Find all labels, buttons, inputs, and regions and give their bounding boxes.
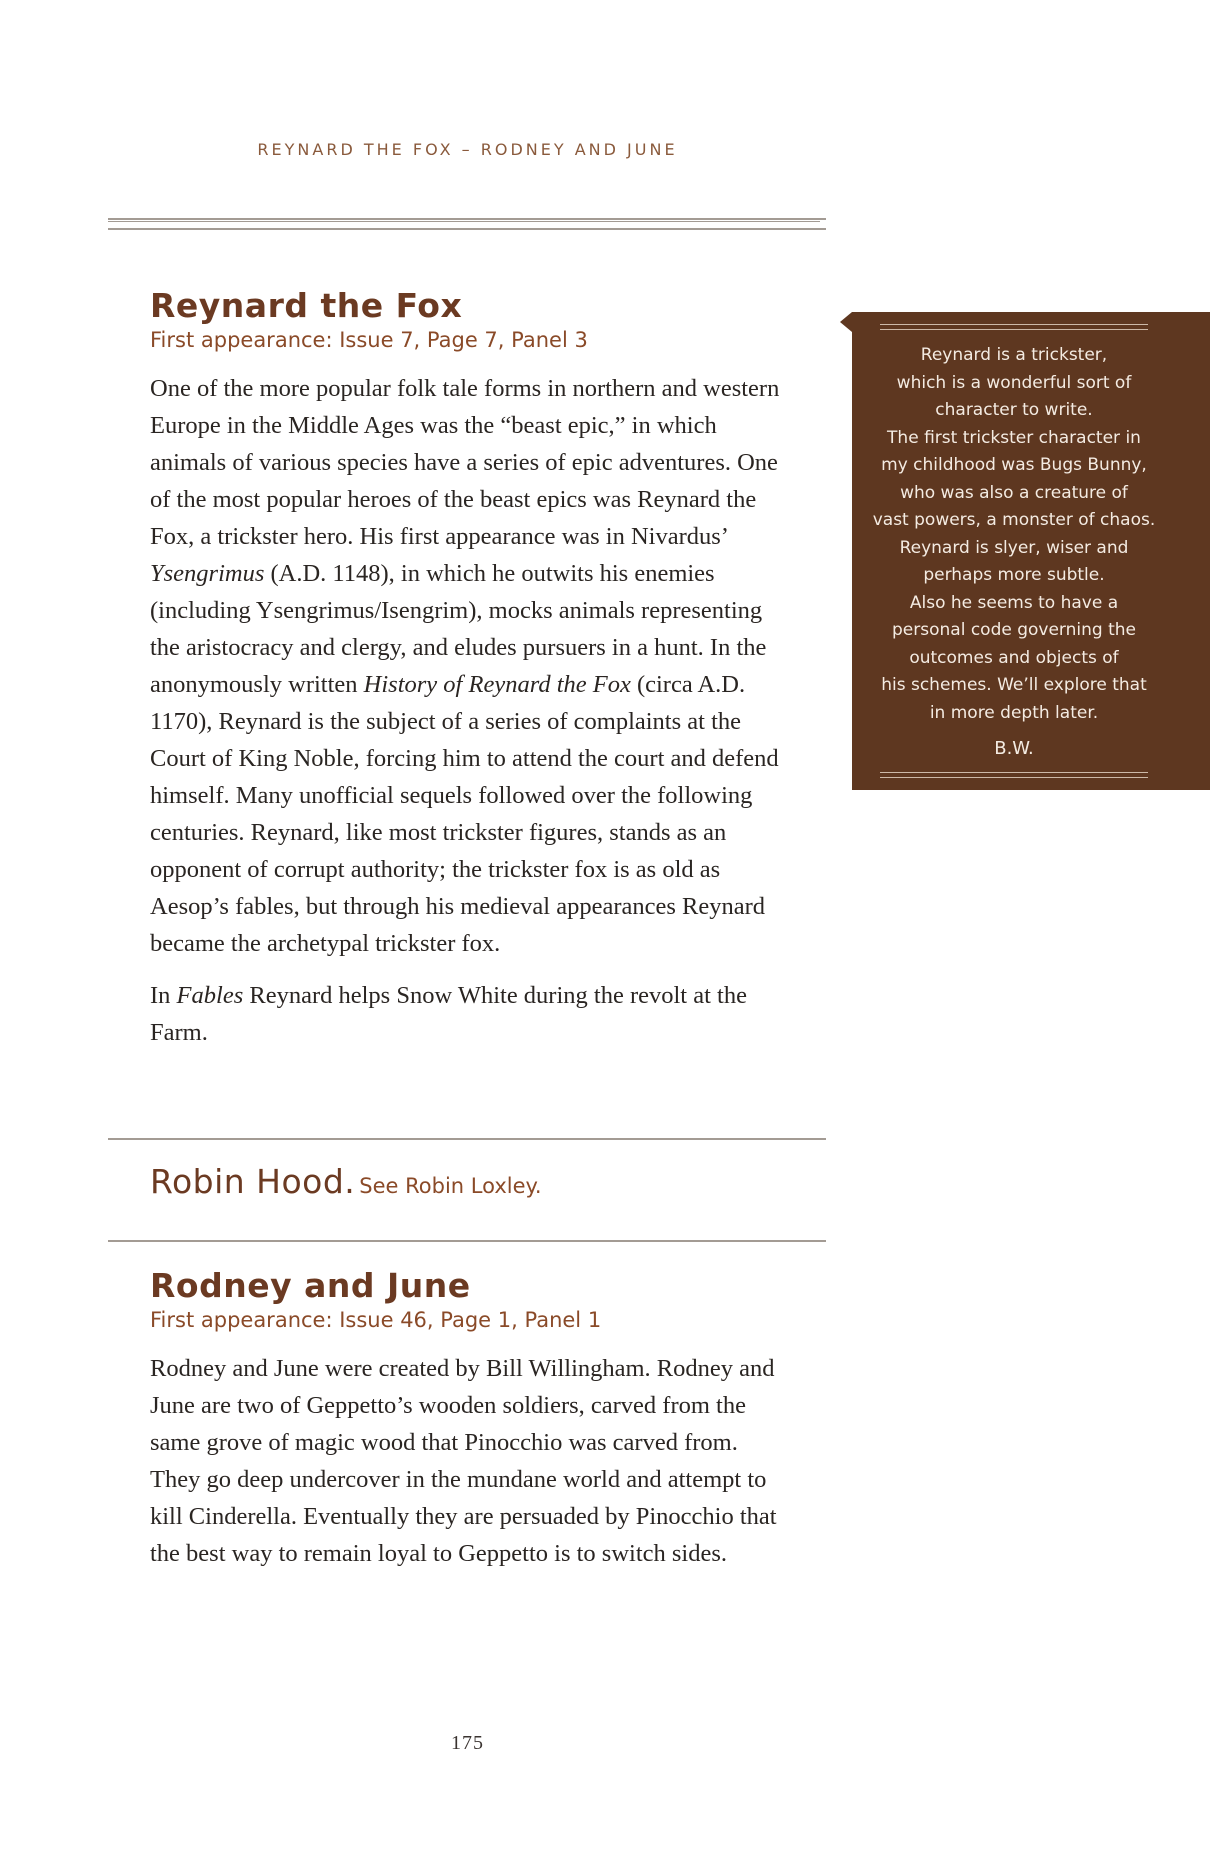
entry-title: Reynard the Fox xyxy=(150,286,463,325)
entry-title: Rodney and June xyxy=(150,1266,471,1305)
entry-rodney-and-june xyxy=(150,1268,790,1587)
entry-divider xyxy=(108,1240,826,1242)
sidebar-signature: B.W. xyxy=(994,738,1034,759)
sidebar-bottom-rule xyxy=(880,772,1148,778)
see-reference: See Robin Loxley. xyxy=(359,1174,542,1198)
sidebar-note-text: Reynard is a trickster, which is a wonderful sort of character to write. The first trickster character in my childhood was Bugs Bunny, who was also a creature of vast powers, a monster of chaos. Reynard is slyer, wiser and perhaps more subtle. Also he seems to have a personal code governing the outcomes and objects of his schemes. We’ll explore that in more depth later. xyxy=(872,345,1156,723)
entry-body-paragraph: One of the more popular folk tale forms in northern and western Europe in the Middle Ages was the “beast epic,” in which animals of various species have a series of epic adventures. One of the most popular heroes of the beast epics was Reynard the Fox, a trickster hero. His first appearance was in Nivardus’ Ysengrimus (A.D. 1148), in which he outwits his enemies (including Ysengrimus/Isengrim), mocks animals representing the aristocracy and clergy, and eludes pursuers in a hunt. In the anonymously written History of Reynard the Fox (circa A.D. 1170), Reynard is the subject of a series of complaints at the Court of King Noble, forcing him to attend the court and defend himself. Many unofficial sequels followed over the following centuries. Reynard, like most trickster figures, stands as an opponent of corrupt authority; the trickster fox is as old as Aesop’s fables, but through his medieval appearances Reynard became the archetypal trickster fox. xyxy=(150,375,780,958)
entry-body-paragraph: In Fables Reynard helps Snow White during the revolt at the Farm. xyxy=(150,982,747,1047)
running-head: REYNARD THE FOX – RODNEY AND JUNE xyxy=(257,140,678,159)
sidebar-top-rule xyxy=(880,324,1148,330)
first-appearance: First appearance: Issue 46, Page 1, Panel 1 xyxy=(150,1308,602,1333)
author-sidebar-note xyxy=(852,312,1210,790)
first-appearance: First appearance: Issue 7, Page 7, Panel 3 xyxy=(150,328,588,353)
entry-body-paragraph: Rodney and June were created by Bill Willingham. Rodney and June are two of Geppetto’s wooden soldiers, carved from the same grove of magic wood that Pinocchio was carved from. They go deep undercover in the mundane world and attempt to kill Cinderella. Eventually they are persuaded by Pinocchio that the best way to remain loyal to Geppetto is to switch sides. xyxy=(150,1355,777,1568)
entry-divider xyxy=(108,1138,826,1140)
header-double-rule xyxy=(108,218,826,230)
entry-robin-hood xyxy=(150,1164,790,1200)
entry-title: Robin Hood. xyxy=(150,1162,356,1201)
entry-reynard-the-fox xyxy=(150,288,790,1066)
page-number: 175 xyxy=(451,1732,484,1754)
